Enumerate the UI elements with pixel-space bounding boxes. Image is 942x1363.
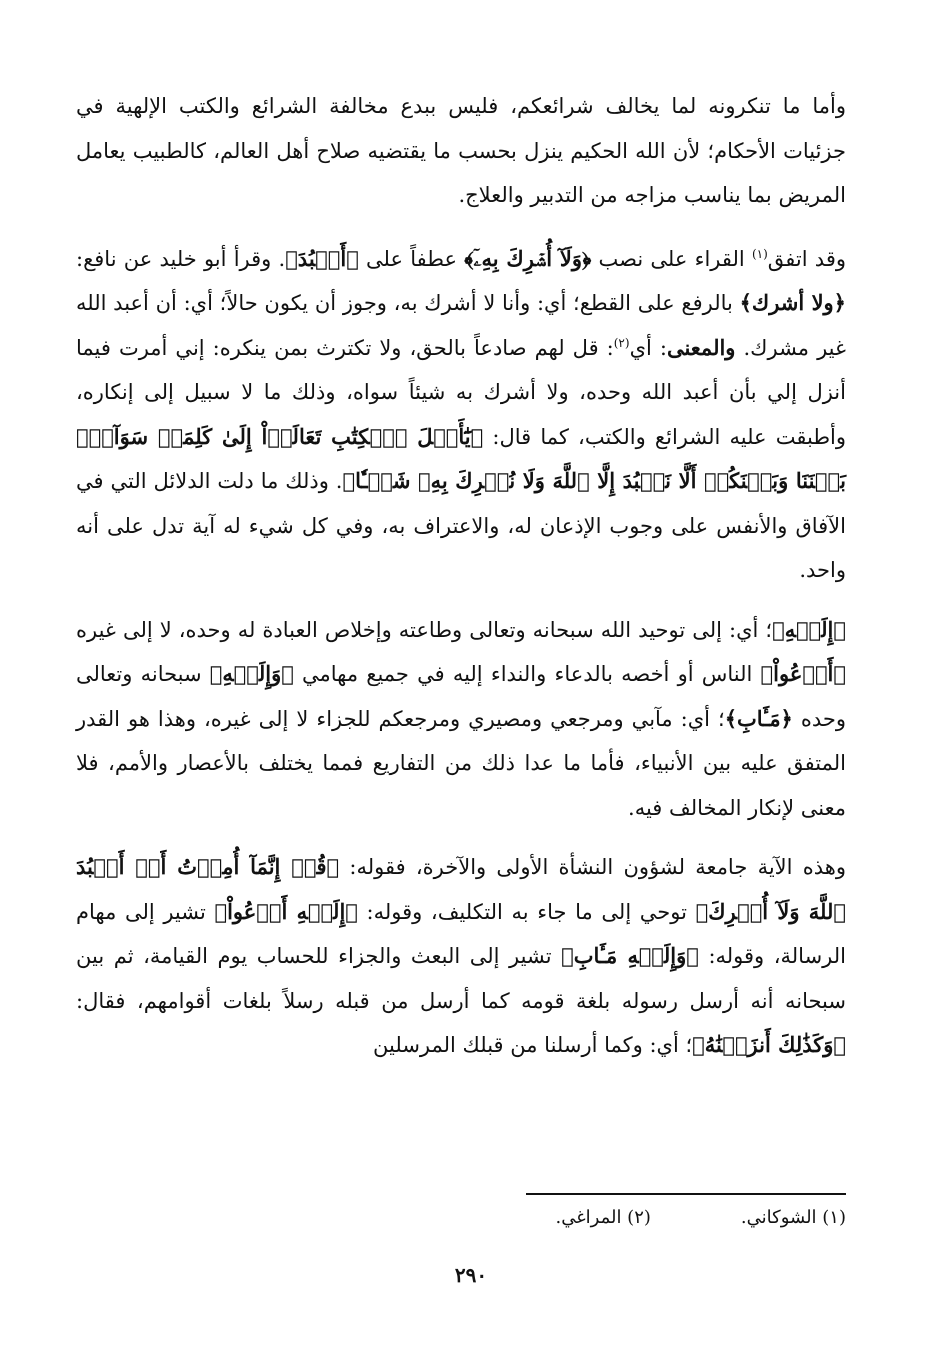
text-run: وهذه الآية جامعة لشؤون النشأة الأولى والآخرة، فقوله: <box>339 855 846 879</box>
quran-quote: ﴿وَلَآ أُشۡرِكَ بِهِۦٓ﴾ <box>464 245 592 271</box>
quran-quote: ﴿يَٰٓأَهۡلَ ٱلۡكِتَٰبِ تَعَالَوۡاْ إِلَىٰ كَلِمَةٖ سَوَآءِۭ بَيۡنَنَا وَبَيۡنَكُمۡ أَلَّا نَعۡبُدَ إِلَّا ٱللَّهَ وَلَا نُشۡرِكَ بِهِۦ شَيۡـٔٗا﴾ <box>76 423 846 493</box>
text-run: : قل لهم صادعاً بالحق، ولا تكترث بمن ينكره: إني أمرت فيما أنزل إلي بأن أعبد الله وحده، ولا أشرك به شيئاً سواه، وذلك ما لا سبيل إلى إنكاره، وأطبقت عليه الشرائع والكتب، كما قال: <box>76 335 847 449</box>
text-run: . وقرأ أبو خليد عن نافع: <box>76 246 286 271</box>
quran-quote: ﴿أَعۡبُدَ﴾ <box>285 245 359 271</box>
text-run: عطفاً على <box>358 246 465 271</box>
paragraph-2 <box>76 237 846 593</box>
text-run: ؛ أي: وكما أرسلنا من قبلك المرسلين <box>373 1033 693 1057</box>
quran-quote: ﴿مَـَٔابِ﴾ <box>724 705 793 731</box>
text-run: القراء على نصب <box>591 246 752 271</box>
quran-quote: ﴿أَدۡعُواْ﴾ <box>760 661 846 686</box>
footnote-1: (١) الشوكاني. <box>740 1207 846 1228</box>
quran-quote: ﴿وَإِلَيۡهِ﴾ <box>209 661 294 686</box>
quran-quote: ﴿إِلَيۡهِ أَدۡعُواْ﴾ <box>214 898 358 924</box>
text-run: تشير إلى مهام الرسالة، وقوله: <box>76 899 846 968</box>
quran-quote: ﴿وَإِلَيۡهِ مَـَٔابِ﴾ <box>561 943 699 968</box>
footnote-ref-2[interactable]: (٢) <box>613 335 630 350</box>
footnote-2: (٢) المراغي. <box>555 1207 651 1228</box>
text-run: . وذلك ما دلت الدلائل التي في الآفاق والأنفس على وجوب الإذعان له، والاعتراف به، وفي كل شيء له آية تدل على أنه واحد. <box>76 469 846 582</box>
text-run: تشير إلى البعث والجزاء للحساب يوم القيامة، ثم بين سبحانه أنه أرسل رسوله بلغة قومه كما أرسل من قبله رسلاً بلغات أقوامهم، فقال: <box>76 944 846 1013</box>
paragraph-3 <box>76 608 846 831</box>
text-run: ؛ أي: مآبي ومرجعي ومصيري ومرجعكم للجزاء لا إلى غيره، وهذا هو القدر المتفق عليه بين الأنبياء، فأما ما عدا ذلك من التفاريع فمما يختلف بالأعصار والأمم، فلا معنى لإنكار المخالف فيه. <box>76 706 846 820</box>
paragraph-4 <box>76 845 846 1068</box>
page-number: ٢٩٠ <box>454 1263 488 1287</box>
quran-quote: ﴿وَكَذَٰلِكَ أَنزَلۡنَٰهُ﴾ <box>692 1032 846 1057</box>
text-run: سبحانه وتعالى وحده <box>76 662 847 731</box>
quran-quote: ﴿ولا أشرك﴾ <box>739 290 846 315</box>
paragraph-1-text: وأما ما تنكرونه لما يخالف شرائعكم، فليس ببدع مخالفة الشرائع والكتب الإلهية في جزئيات الأحكام؛ لأن الله الحكيم ينزل بحسب ما يقتضيه صلاح أهل العالم، كالطبيب يعامل المريض بما يناسب مزاجه من التدبير والعلاج. <box>76 94 846 207</box>
text-run: وقد اتفق <box>767 246 847 271</box>
paragraph-1 <box>76 84 846 218</box>
quran-quote: ﴿قُلۡ إِنَّمَآ أُمِرۡتُ أَنۡ أَعۡبُدَ ٱللَّهَ وَلَآ أُشۡرِكَ﴾ <box>76 854 846 924</box>
text-run: : أي <box>629 335 667 360</box>
footnote-divider <box>526 1193 846 1195</box>
text-run: الناس أو أخصه بالدعاء والنداء إليه في جميع مهامي <box>293 662 761 686</box>
text-run: توحي إلى ما جاء به التكليف، وقوله: <box>357 899 696 924</box>
footnotes <box>300 1207 846 1228</box>
text-run: ؛ أي: إلى توحيد الله سبحانه وتعالى وطاعته وإخلاص العبادة له وحده، لا إلى غيره <box>76 617 773 642</box>
quran-quote: ﴿إِلَيۡهِ﴾ <box>772 616 846 642</box>
page-body <box>76 84 846 1068</box>
bold-term: والمعنى <box>666 334 736 360</box>
text-run: بالرفع على القطع؛ أي: وأنا لا أشرك به، وجوز أن يكون حالاً؛ أي: أن أعبد الله غير مشرك. <box>76 291 846 360</box>
footnote-ref-1[interactable]: (١) <box>751 246 768 261</box>
